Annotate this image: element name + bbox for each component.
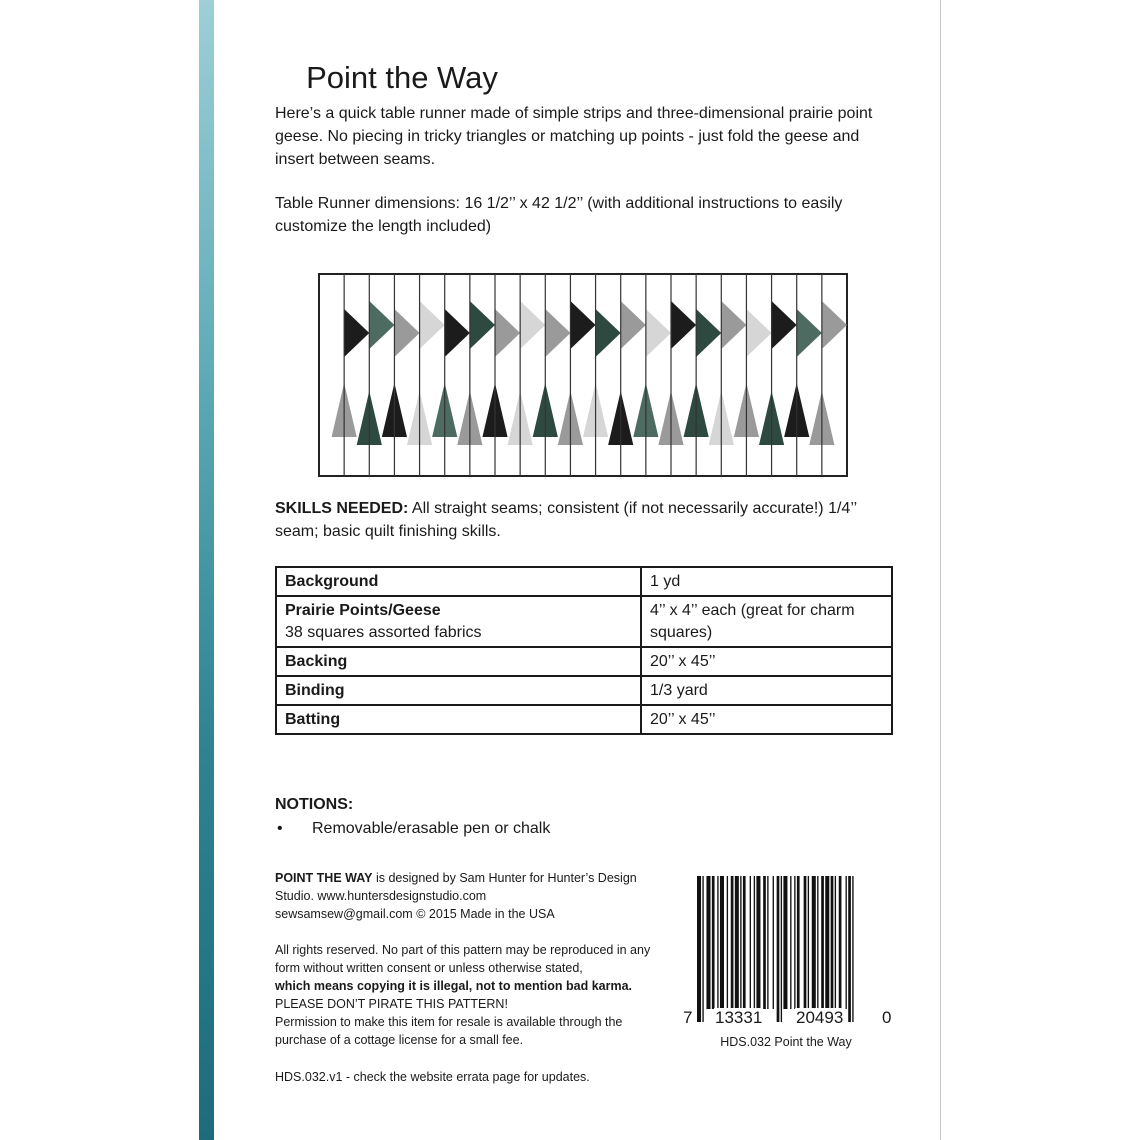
copyright-notice bbox=[275, 941, 675, 1049]
table-row bbox=[276, 596, 892, 647]
table-runner-illustration bbox=[318, 273, 848, 477]
table-row bbox=[276, 647, 892, 676]
barcode-bar bbox=[735, 876, 739, 1009]
skills-text: All straight seams; consistent (if not necessarily accurate!) 1/4’’ seam; basic quilt finishing skills. bbox=[275, 500, 857, 540]
barcode-digits bbox=[682, 1008, 894, 1028]
barcode-bar bbox=[808, 876, 809, 1009]
barcode-bar bbox=[712, 876, 715, 1009]
barcode-bar bbox=[767, 876, 768, 1009]
page-spine bbox=[199, 0, 214, 1140]
barcode-bar bbox=[750, 876, 751, 1009]
barcode-bar bbox=[821, 876, 824, 1009]
barcode-caption: HDS.032 Point the Way bbox=[720, 1035, 852, 1049]
barcode-bar bbox=[817, 876, 818, 1009]
skills-paragraph bbox=[275, 497, 895, 543]
material-name: Prairie Points/Geese bbox=[285, 602, 441, 619]
barcode-bar bbox=[846, 876, 847, 1009]
designer-credit bbox=[275, 869, 675, 923]
barcode-bar bbox=[754, 876, 755, 1009]
material-amount: 1 yd bbox=[641, 567, 892, 596]
material-cell bbox=[276, 596, 641, 647]
material-name: Batting bbox=[276, 705, 641, 734]
material-amount: 20’’ x 45’’ bbox=[641, 647, 892, 676]
barcode-image bbox=[696, 876, 881, 1026]
barcode-bar bbox=[781, 876, 782, 1022]
barcode-bar bbox=[794, 876, 795, 1009]
barcode-digit-group: 7 bbox=[683, 1008, 693, 1027]
barcode-bar bbox=[804, 876, 807, 1009]
license-line: Permission to make this item for resale is available through the purchase of a cottage license for a small fee. bbox=[275, 1015, 623, 1047]
barcode-bar bbox=[839, 876, 842, 1009]
barcode-bar bbox=[783, 876, 787, 1009]
pattern-name-bold: POINT THE WAY bbox=[275, 871, 373, 885]
barcode-bar bbox=[812, 876, 816, 1009]
barcode-bar bbox=[852, 876, 853, 1022]
material-amount: 4’’ x 4’’ each (great for charm squares) bbox=[641, 596, 892, 647]
barcode-bar bbox=[697, 876, 701, 1022]
material-name: Background bbox=[276, 567, 641, 596]
barcode-bar bbox=[790, 876, 791, 1009]
notion-text: Removable/erasable pen or chalk bbox=[312, 820, 551, 837]
barcode-bar bbox=[743, 876, 746, 1009]
material-amount: 20’’ x 45’’ bbox=[641, 705, 892, 734]
barcode-bar bbox=[831, 876, 834, 1009]
barcode-digit-group: 0 bbox=[882, 1008, 892, 1027]
barcode-bar bbox=[797, 876, 800, 1009]
barcode-bar bbox=[706, 876, 710, 1009]
barcode-bar bbox=[835, 876, 836, 1009]
page-title: Point the Way bbox=[306, 60, 498, 95]
table-row bbox=[276, 705, 892, 734]
rights-bold-line: which means copying it is illegal, not to mention bad karma. bbox=[275, 979, 633, 993]
barcode-bar bbox=[717, 876, 718, 1009]
barcode-bar bbox=[773, 876, 774, 1009]
table-row bbox=[276, 676, 892, 705]
barcode-bar bbox=[756, 876, 760, 1009]
material-amount: 1/3 yard bbox=[641, 676, 892, 705]
intro-paragraph: Here’s a quick table runner made of simple strips and three-dimensional prairie point geese. No piecing in tricky triangles or matching up points - just fold the geese and insert between seams. bbox=[275, 105, 873, 168]
barcode-digit-group: 13331 bbox=[715, 1008, 763, 1027]
table-row bbox=[276, 567, 892, 596]
material-note: 38 squares assorted fabrics bbox=[285, 624, 482, 641]
barcode-bar bbox=[763, 876, 766, 1009]
barcode-bar bbox=[720, 876, 724, 1009]
notions-heading: NOTIONS: bbox=[275, 796, 354, 813]
materials-table bbox=[275, 566, 893, 735]
barcode-bar bbox=[731, 876, 734, 1009]
barcode-bar bbox=[727, 876, 728, 1009]
skills-label: SKILLS NEEDED: bbox=[275, 500, 409, 517]
notions-list-item bbox=[275, 820, 550, 838]
runner-border bbox=[319, 274, 847, 476]
barcode-bar bbox=[848, 876, 851, 1022]
contact-line: sewsamsew@gmail.com © 2015 Made in the USA bbox=[275, 907, 555, 921]
barcode-bar bbox=[702, 876, 703, 1022]
version-note: HDS.032.v1 - check the website errata page for updates. bbox=[275, 1070, 590, 1084]
barcode-digit-group: 20493 bbox=[796, 1008, 844, 1027]
material-name: Backing bbox=[276, 647, 641, 676]
bullet-icon: • bbox=[277, 820, 283, 837]
barcode-bar bbox=[825, 876, 829, 1009]
rights-line: All rights reserved. No part of this pattern may be reproduced in any form without written consent or unless otherwise stated, bbox=[275, 943, 651, 975]
dimensions-paragraph: Table Runner dimensions: 16 1/2’’ x 42 1/2’’ (with additional instructions to easily customize the length included) bbox=[275, 195, 843, 235]
barcode-bar bbox=[777, 876, 780, 1022]
material-name: Binding bbox=[276, 676, 641, 705]
no-piracy-line: PLEASE DON’T PIRATE THIS PATTERN! bbox=[275, 997, 508, 1011]
designer-line: is designed by Sam Hunter for Hunter’s Design Studio. www.huntersdesignstudio.com bbox=[275, 871, 637, 903]
barcode-bar bbox=[740, 876, 741, 1009]
